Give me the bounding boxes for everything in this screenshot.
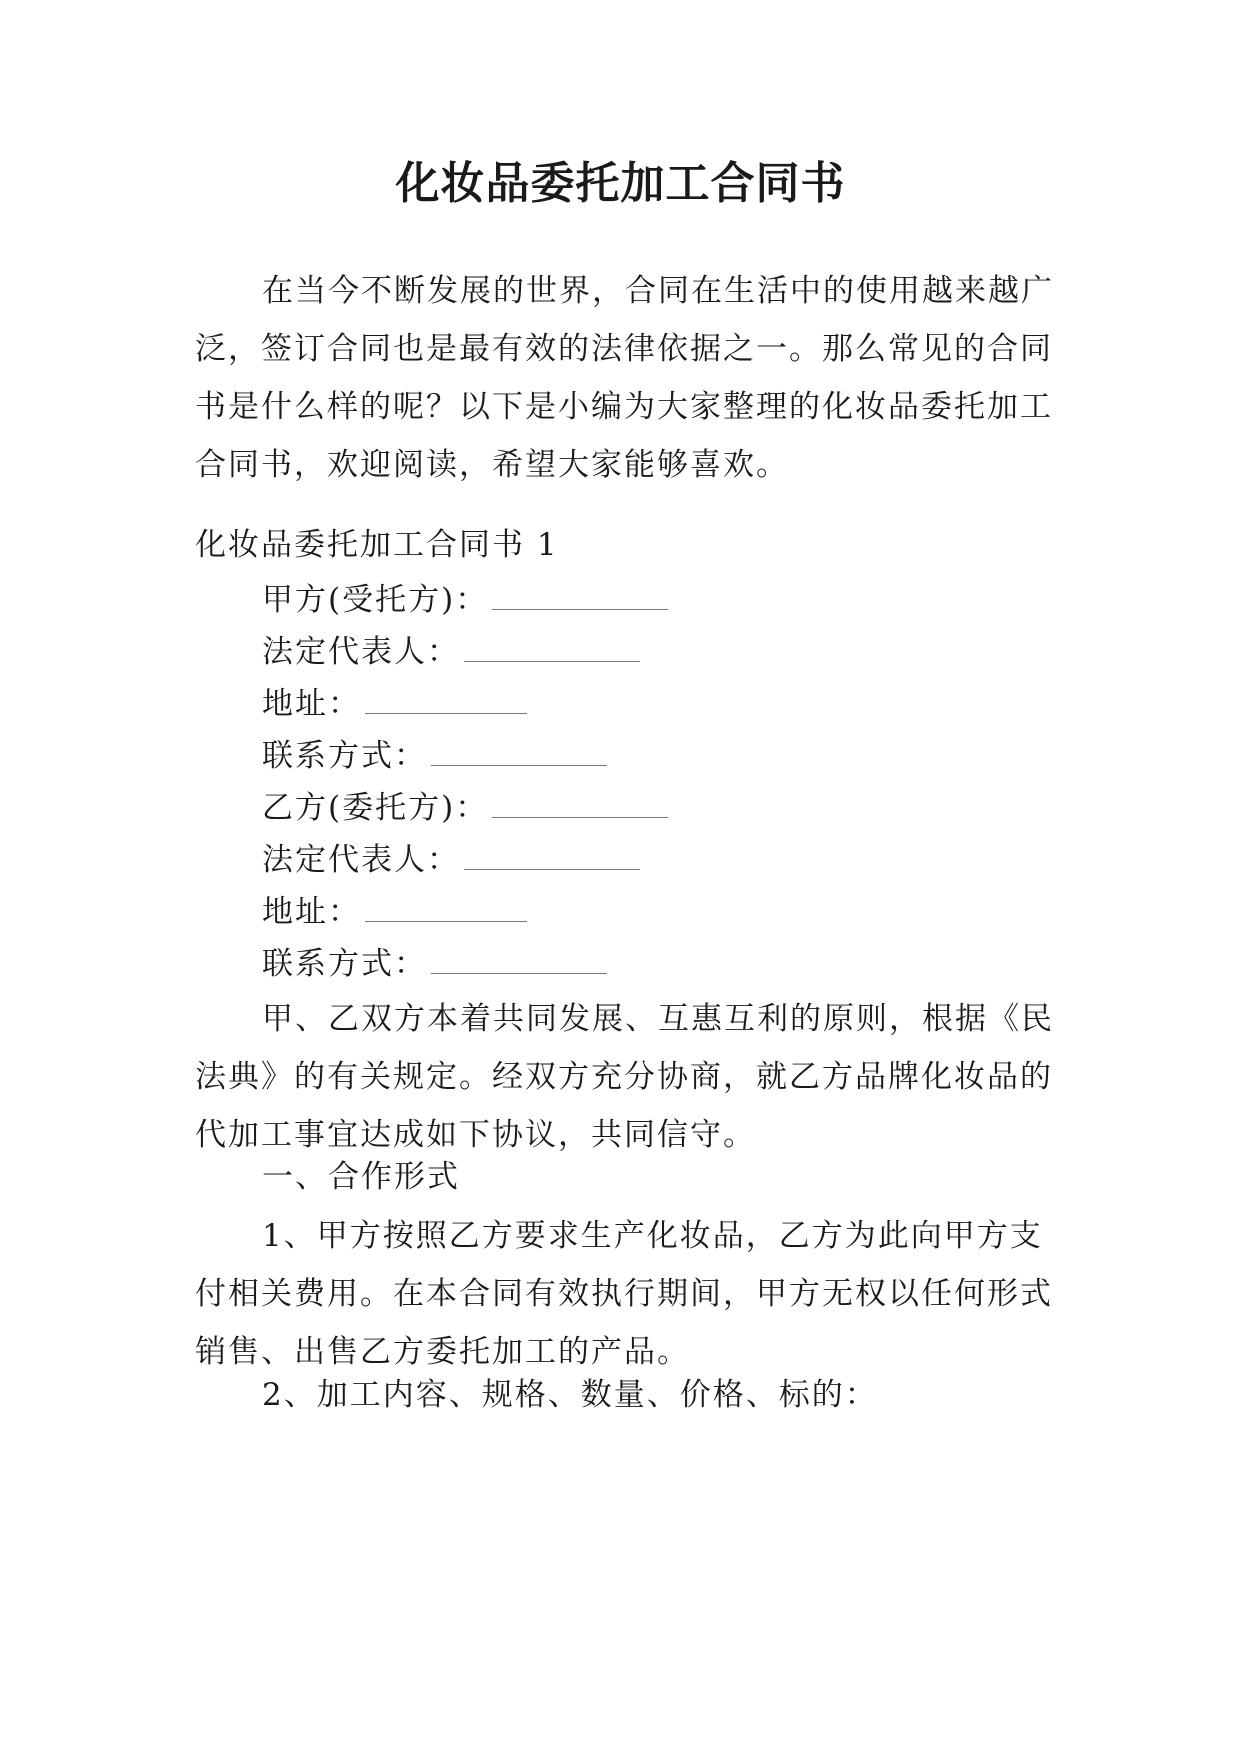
clause-2-paragraph: 2、加工内容、规格、数量、价格、标的：	[262, 1377, 878, 1413]
party-a-name-blank[interactable]	[492, 583, 668, 610]
party-b-contact-blank[interactable]	[431, 947, 607, 974]
party-b-name-field	[262, 788, 668, 828]
party-a-representative-field	[262, 632, 640, 672]
section-heading: 化妆品委托加工合同书 1	[195, 527, 559, 563]
party-b-representative-field	[262, 840, 640, 880]
field-label: 地址：	[262, 686, 361, 722]
field-label: 联系方式：	[262, 738, 427, 774]
party-b-contact-field	[262, 944, 607, 984]
party-b-name-blank[interactable]	[492, 791, 668, 818]
field-label: 法定代表人：	[262, 842, 460, 878]
intro-paragraph: 在当今不断发展的世界，合同在生活中的使用越来越广泛，签订合同也是最有效的法律依据之一。那么常见的合同书是什么样的呢？以下是小编为大家整理的化妆品委托加工合同书，欢迎阅读，希望大家能够喜欢。	[195, 273, 1054, 483]
party-a-representative-blank[interactable]	[464, 635, 640, 662]
party-b-representative-blank[interactable]	[464, 843, 640, 870]
field-label: 甲方(受托方)：	[262, 582, 489, 618]
party-b-address-blank[interactable]	[365, 895, 527, 922]
field-label: 法定代表人：	[262, 634, 460, 670]
field-label: 乙方(委托方)：	[262, 790, 489, 826]
document-title: 化妆品委托加工合同书	[395, 158, 846, 209]
party-a-contact-blank[interactable]	[431, 739, 607, 766]
agreement-paragraph: 甲、乙双方本着共同发展、互惠互利的原则，根据《民法典》的有关规定。经双方充分协商，就乙方品牌化妆品的代加工事宜达成如下协议，共同信守。	[195, 1001, 1054, 1153]
field-label: 联系方式：	[262, 946, 427, 982]
party-a-address-blank[interactable]	[365, 687, 527, 714]
clause-heading: 一、合作形式	[262, 1159, 460, 1195]
field-label: 地址：	[262, 894, 361, 930]
party-a-contact-field	[262, 736, 607, 776]
party-b-address-field	[262, 892, 527, 932]
clause-1-paragraph: 1、甲方按照乙方要求生产化妆品，乙方为此向甲方支付相关费用。在本合同有效执行期间，甲方无权以任何形式销售、出售乙方委托加工的产品。	[195, 1218, 1053, 1370]
party-a-address-field	[262, 684, 527, 724]
party-a-name-field	[262, 580, 668, 620]
